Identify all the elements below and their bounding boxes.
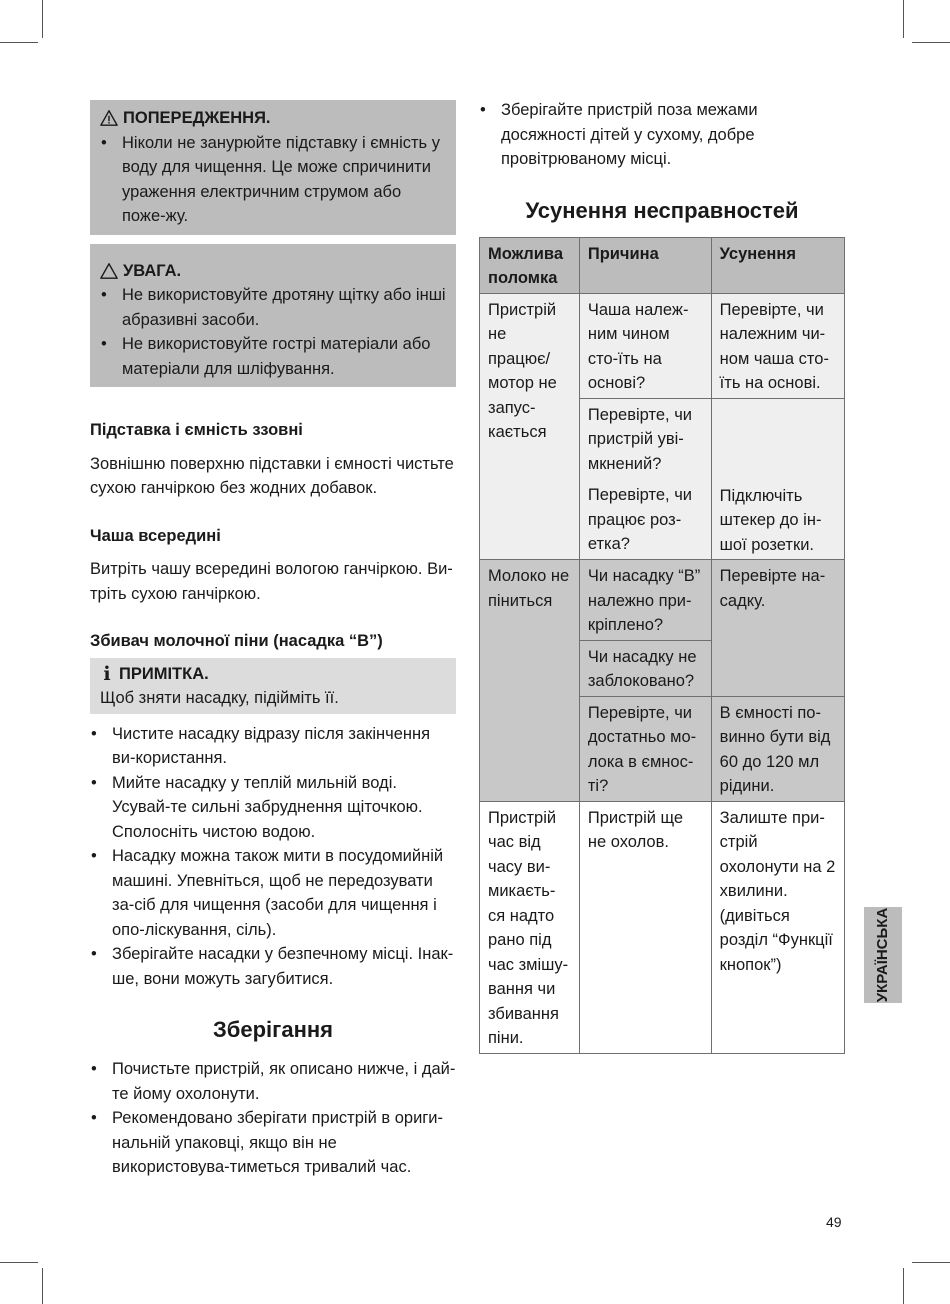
crop-mark bbox=[0, 42, 38, 43]
cause-text: Перевірте, чи пристрій уві-мкнений? bbox=[587, 405, 693, 473]
crop-mark bbox=[42, 1268, 43, 1304]
list-item: • Насадку можна також мити в посудомийній машині. Упевніться, щоб не передозувати за-сіб для чищення (засоби для чищення і опо-ліскування, сіль). bbox=[90, 844, 456, 942]
storage-heading: Зберігання bbox=[213, 1017, 333, 1042]
table-row bbox=[480, 801, 845, 1053]
storage-list bbox=[90, 1057, 456, 1180]
fix-cell: Перевірте на-садку. bbox=[711, 560, 844, 697]
fix-cell bbox=[711, 398, 844, 560]
caution-item: • Не використовуйте дротяну щітку або інші абразивні засоби. bbox=[100, 283, 446, 332]
fix-cell: Залиште при-стрій охолонути на 2 хвилини. (дивіться розділ “Функції кнопок”) bbox=[711, 801, 844, 1053]
cause-cell: Чаша належ-ним чином сто-їть на основі? bbox=[579, 293, 711, 398]
crop-mark bbox=[912, 42, 950, 43]
crop-mark bbox=[912, 1262, 950, 1263]
caution-icon bbox=[100, 262, 118, 280]
fix-cell: Перевірте, чи належним чи-ном чаша сто-їть на основі. bbox=[711, 293, 844, 398]
fix-cell: В ємності по-винно бути від 60 до 120 мл рідини. bbox=[711, 696, 844, 801]
right-column bbox=[479, 98, 845, 1054]
page-number: 49 bbox=[826, 1214, 842, 1230]
note-title-text: ПРИМІТКА. bbox=[119, 664, 209, 683]
info-icon: i bbox=[103, 662, 111, 685]
warning-item: • Ніколи не занурюйте підставку і ємність у воду для чищення. Це може спричинити ураження електричним струмом або поже-жу. bbox=[100, 131, 446, 229]
note-title bbox=[100, 662, 446, 687]
section-heading-frother: Збивач молочної піни (насадка “B”) bbox=[90, 632, 383, 650]
crop-mark bbox=[903, 0, 904, 38]
cause-cell: Чи насадку не заблоковано? bbox=[579, 640, 711, 696]
frother-list bbox=[90, 722, 456, 992]
cause-cell: Пристрій ще не охолов. bbox=[579, 801, 711, 1053]
caution-title bbox=[100, 259, 446, 284]
note-box bbox=[90, 658, 456, 714]
note-text: Щоб зняти насадку, підійміть її. bbox=[100, 689, 339, 707]
section-heading-base: Підставка і ємність ззовні bbox=[90, 421, 303, 439]
caution-box bbox=[90, 244, 456, 388]
list-item: • Зберігайте пристрій поза межами досяжності дітей у сухому, добре провітрюваному місці. bbox=[479, 98, 845, 172]
header-cause: Причина bbox=[579, 237, 711, 293]
cause-text: Перевірте, чи працює роз-етка? bbox=[587, 486, 693, 553]
list-item: • Зберігайте насадки у безпечному місці. Інак-ше, вони можуть загубитися. bbox=[90, 942, 456, 991]
list-item: • Рекомендовано зберігати пристрій в ориги-нальній упаковці, якщо він не використовува-тиметься тривалий час. bbox=[90, 1106, 456, 1180]
problem-cell: Молоко не піниться bbox=[480, 560, 580, 802]
cause-cell: Чи насадку “B” належно при-кріплено? bbox=[579, 560, 711, 641]
caution-item: • Не використовуйте гострі матеріали або матеріали для шліфування. bbox=[100, 332, 446, 381]
left-column bbox=[90, 100, 456, 1180]
warning-title-text: ПОПЕРЕДЖЕННЯ. bbox=[123, 109, 271, 127]
problem-cell: Пристрій не працює/ мотор не запус-кається bbox=[480, 293, 580, 560]
section-text-base: Зовнішню поверхню підставки і ємності чистьте сухою ганчіркою без жодних добавок. bbox=[90, 454, 454, 497]
language-side-tab bbox=[864, 907, 902, 1003]
table-row bbox=[480, 293, 845, 398]
storage-continued-list bbox=[479, 98, 845, 172]
warning-title bbox=[100, 106, 446, 131]
warning-icon bbox=[100, 109, 118, 127]
fix-text: Підключіть штекер до ін-шої розетки. bbox=[719, 486, 822, 554]
troubleshooting-table bbox=[479, 237, 845, 1054]
problem-cell: Пристрій час від часу ви-микаєть-ся надто рано під час змішу-вання чи збивання піни. bbox=[480, 801, 580, 1053]
caution-title-text: УВАГА. bbox=[123, 261, 182, 280]
section-heading-bowl: Чаша всередині bbox=[90, 526, 221, 545]
header-fix: Усунення bbox=[711, 237, 844, 293]
list-item: • Чистите насадку відразу після закінчення ви-користання. bbox=[90, 722, 456, 771]
list-item: • Мийте насадку у теплій мильній воді. Усувай-те сильні забруднення щіточкою. Сполосніть чистою водою. bbox=[90, 771, 456, 845]
section-text-bowl: Витріть чашу всередині вологою ганчіркою. Ви-тріть сухою ганчіркою. bbox=[90, 560, 453, 603]
list-item: • Почистьте пристрій, як описано нижче, і дай-те йому охолонути. bbox=[90, 1057, 456, 1106]
language-side-tab-label: УКРАЇНСЬКА bbox=[873, 907, 891, 1003]
cause-cell bbox=[579, 398, 711, 560]
troubleshooting-heading: Усунення несправностей bbox=[525, 197, 799, 223]
table-header-row bbox=[480, 237, 845, 293]
crop-mark bbox=[42, 0, 43, 38]
warning-box bbox=[90, 100, 456, 235]
crop-mark bbox=[0, 1262, 38, 1263]
header-problem: Можлива поломка bbox=[480, 237, 580, 293]
table-row bbox=[480, 560, 845, 641]
crop-mark bbox=[903, 1268, 904, 1304]
cause-cell: Перевірте, чи достатньо мо-лока в ємнос-ті? bbox=[579, 696, 711, 801]
